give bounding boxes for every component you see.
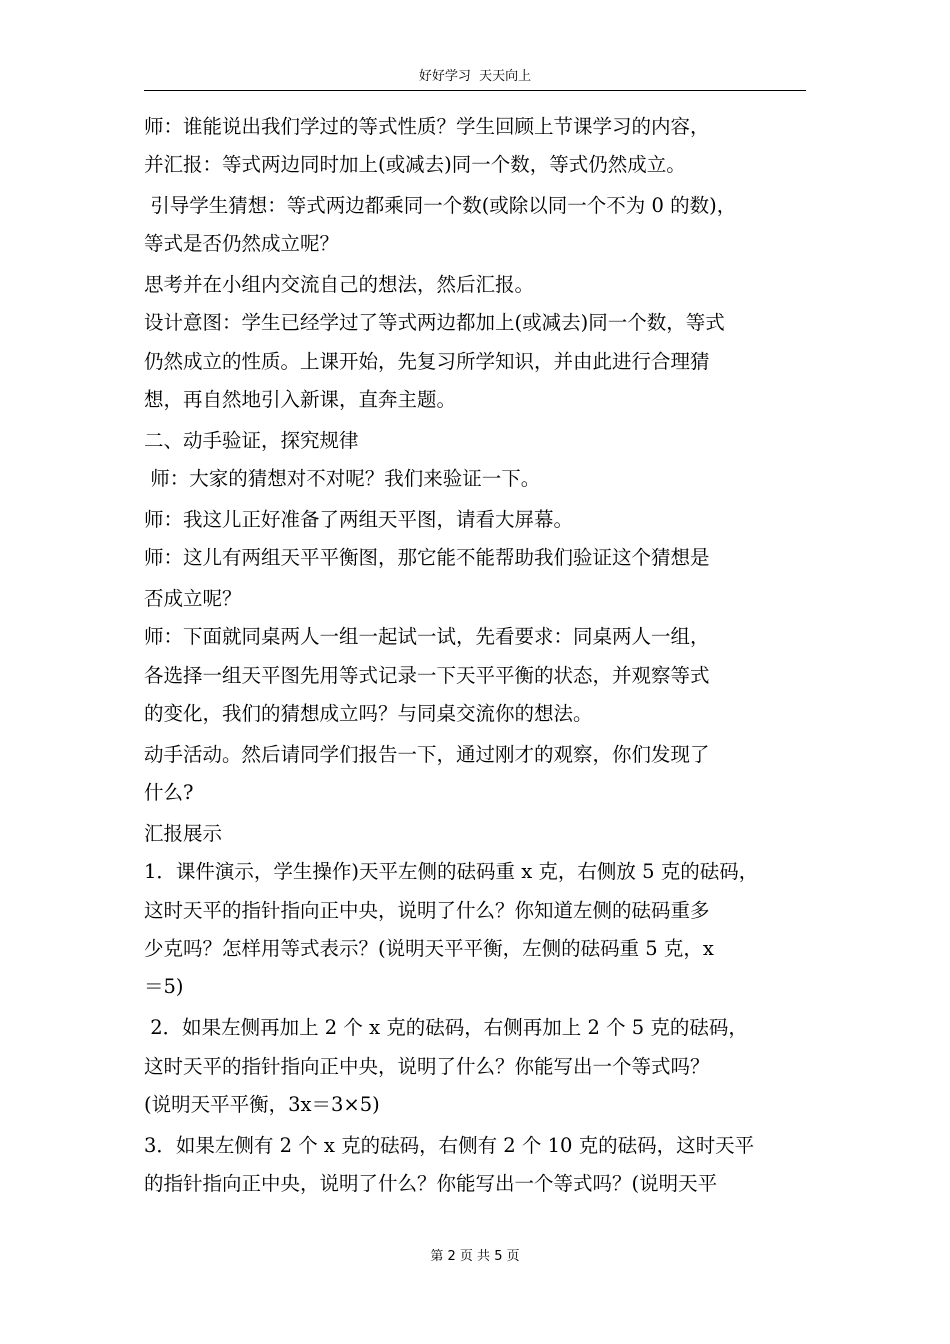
text-line: 师：我这儿正好准备了两组天平图，请看大屏幕。 [144,508,574,531]
text-line: 这时天平的指针指向正中央，说明了什么？你知道左侧的砝码重多 [144,899,710,922]
text-line: 什么? [144,781,194,804]
text-line: 二、动手验证，探究规律 [144,429,359,452]
text-line: 并汇报：等式两边同时加上(或减去)同一个数，等式仍然成立。 [144,153,686,176]
text-line: 这时天平的指针指向正中央，说明了什么？你能写出一个等式吗？ [144,1055,710,1078]
text-line: 想，再自然地引入新课，直奔主题。 [144,388,457,411]
text-line: 师：大家的猜想对不对呢？我们来验证一下。 [144,467,541,490]
text-line: 师：下面就同桌两人一组一起试一试，先看要求：同桌两人一组， [144,625,710,648]
text-line: 3．如果左侧有 2 个 x 克的砝码，右侧有 2 个 10 克的砝码，这时天平 [144,1134,755,1157]
text-line: 的指针指向正中央，说明了什么？你能写出一个等式吗？(说明天平 [144,1172,718,1195]
text-line: 否成立呢？ [144,587,242,610]
text-line: 1．课件演示，学生操作)天平左侧的砝码重 x 克，右侧放 5 克的砝码， [144,860,759,883]
text-line: 少克吗？怎样用等式表示？(说明天平平衡，左侧的砝码重 5 克，x [144,937,714,960]
text-line: 的变化，我们的猜想成立吗？与同桌交流你的想法。 [144,702,593,725]
text-line: 动手活动。然后请同学们报告一下，通过刚才的观察，你们发现了 [144,743,710,766]
text-line: 引导学生猜想：等式两边都乘同一个数(或除以同一个不为 0 的数)， [144,194,737,217]
text-line: 2．如果左侧再加上 2 个 x 克的砝码，右侧再加上 2 个 5 克的砝码， [144,1016,748,1039]
text-line: 仍然成立的性质。上课开始，先复习所学知识，并由此进行合理猜 [144,350,710,373]
page-header: 好好学习 天天向上 [144,66,806,91]
text-line: 师：这儿有两组天平平衡图，那它能不能帮助我们验证这个猜想是 [144,546,710,569]
text-line: 等式是否仍然成立呢？ [144,232,340,255]
text-line: 思考并在小组内交流自己的想法，然后汇报。 [144,273,535,296]
text-line: ＝5) [144,975,184,998]
text-line: 设计意图：学生已经学过了等式两边都加上(或减去)同一个数，等式 [144,311,725,334]
page-footer: 第 2 页 共 5 页 [430,1249,520,1264]
text-line: (说明天平平衡，3x＝3×5) [144,1093,380,1116]
text-line: 各选择一组天平图先用等式记录一下天平平衡的状态，并观察等式 [144,664,710,687]
text-line: 汇报展示 [144,822,223,845]
text-line: 师：谁能说出我们学过的等式性质？学生回顾上节课学习的内容， [144,115,710,138]
